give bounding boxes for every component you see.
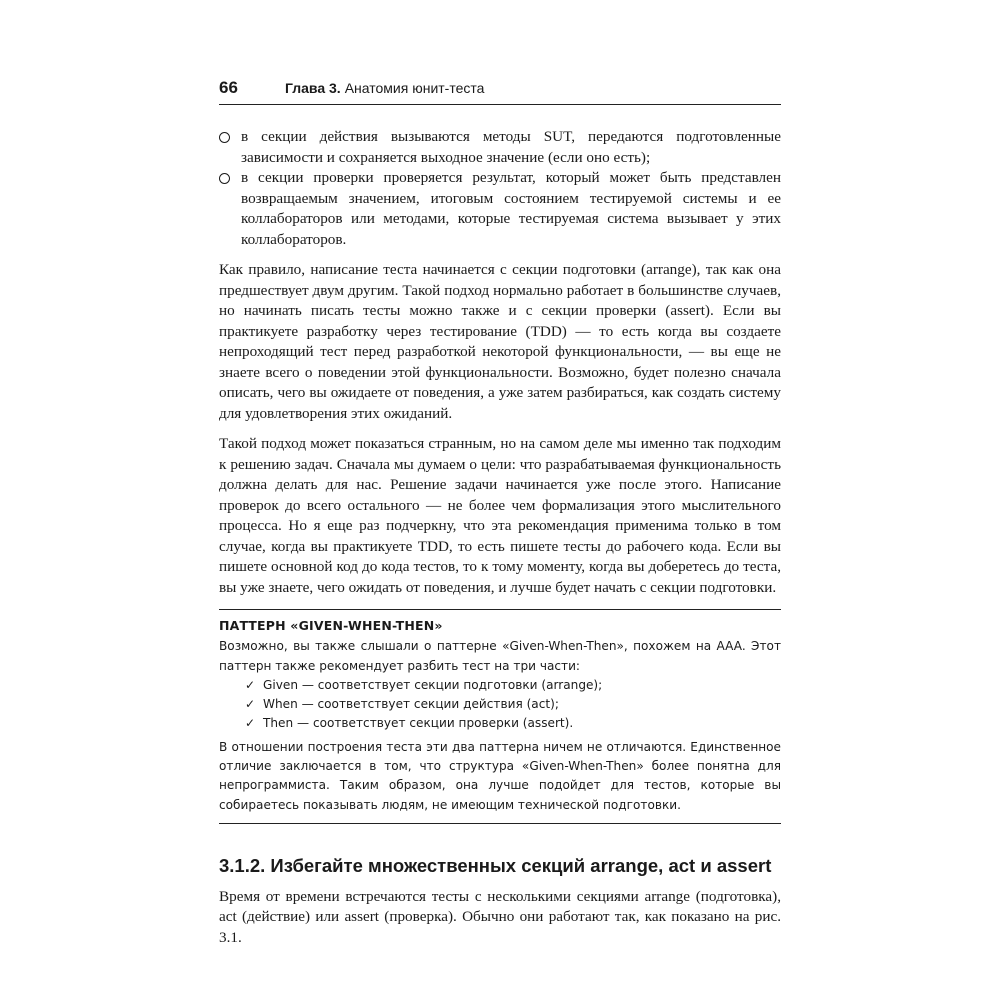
main-text [219, 127, 781, 598]
circle-bullet-icon [219, 132, 230, 143]
section-paragraph: Время от времени встречаются тесты с несколькими секциями arrange (подготовка), act (действие) или assert (проверка). Обычно они работают так, как показано на рис. 3.1. [219, 887, 781, 946]
circle-bullet-icon [219, 173, 230, 184]
running-head [219, 78, 781, 105]
check-text: Then — соответствует секции проверки (assert). [263, 716, 574, 731]
sidebar-outro: В отношении построения теста эти два паттерна ничем не отличаются. Единственное отличие заключается в том, что структура «Given-When-Then» более понятна для непрограммиста. Таким образом, она лучше подойдет для тестов, которые вы собираетесь показывать людям, не имеющим технической подготовки. [219, 739, 781, 812]
bullet-text: в секции действия вызываются методы SUT, передаются подготовленные зависимости и сохраняется выходное значение (если оно есть); [241, 128, 781, 166]
paragraph: Как правило, написание теста начинается с секции подготовки (arrange), так как она предшествует двум другим. Такой подход нормально работает в большинстве случаев, но начинать писать тесты можно также и с секции проверки (assert). Если вы практикуете разработку через тестирование (TDD) — то есть когда вы создаете непроходящий тест перед разработкой некоторой функциональности, — вы еще не знаете всего о поведении этой функциональности. Возможно, будет полезно сначала описать, чего вы ожидаете от поведения, а уже затем разбираться, как создать систему для удовлетворения этих ожиданий. [219, 261, 781, 422]
list-item [245, 676, 781, 695]
list-item [245, 695, 781, 714]
pattern-sidebar [219, 609, 781, 824]
paragraph: Такой подход может показаться странным, но на самом деле мы именно так подходим к решению задач. Сначала мы думаем о цели: что разрабатываемая функциональность должна делать для нас. Решение задачи начинается уже после этого. Написание проверок до всего остального — не более чем формализация этого мыслительного процесса. Но я еще раз подчеркну, что эта рекомендация применима только в том случае, когда вы практикуете TDD, то есть пишете тесты до рабочего кода. Если вы пишете основной код до кода тестов, то к тому моменту, когда вы доберетесь до теста, вы уже знаете, чего ожидать от поведения, и лучше будет начать с секции подготовки. [219, 435, 781, 596]
list-item [245, 714, 781, 733]
sidebar-intro: Возможно, вы также слышали о паттерне «Given-When-Then», похожем на AAA. Этот паттерн также рекомендует разбить тест на три части: [219, 639, 781, 673]
bullet-list [219, 127, 781, 250]
list-item [219, 127, 781, 168]
chapter-label: Глава 3. [285, 80, 341, 96]
page-number: 66 [219, 78, 238, 97]
checkmark-icon: ✓ [245, 716, 256, 731]
check-text: When — соответствует секции действия (act); [263, 697, 559, 712]
checkmark-icon: ✓ [245, 677, 256, 692]
bullet-text: в секции проверки проверяется результат, который может быть представлен возвращаемым значением, итоговым состоянием тестируемой системы и ее коллабораторов или методами, которые тестируемая система вызывает у этих коллабораторов. [241, 169, 781, 248]
check-text: Given — соответствует секции подготовки (arrange); [263, 677, 603, 692]
list-item [219, 168, 781, 250]
section-heading: 3.1.2. Избегайте множественных секций arrange, act и assert [219, 854, 772, 876]
sidebar-title: ПАТТЕРН «GIVEN-WHEN-THEN» [219, 618, 443, 633]
check-list [219, 676, 781, 734]
chapter-title: Анатомия юнит-теста [344, 80, 485, 96]
book-page [219, 78, 781, 948]
checkmark-icon: ✓ [245, 697, 256, 712]
